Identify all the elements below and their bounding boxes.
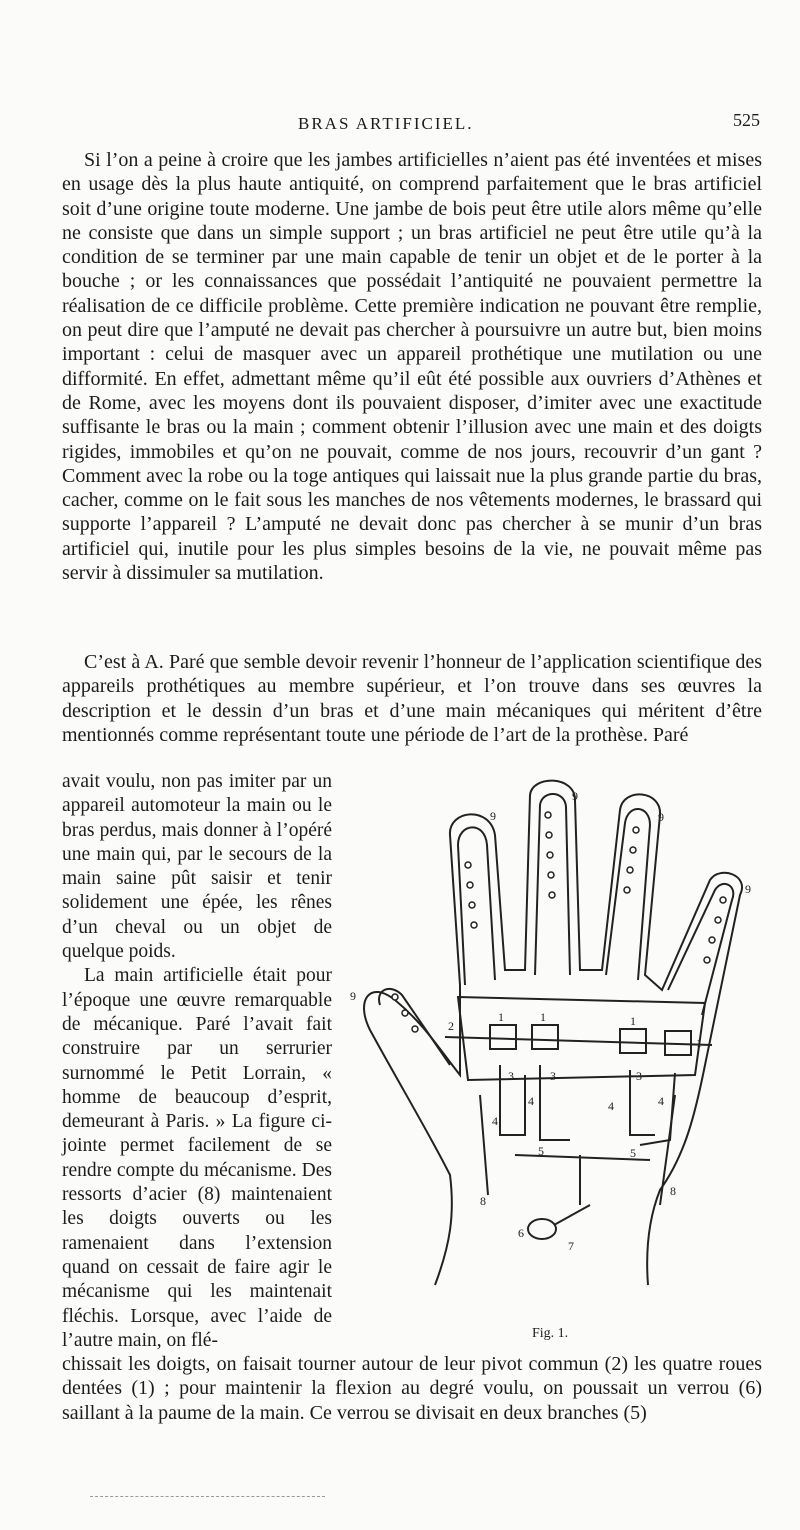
paragraph-2-start: C’est à A. Paré que semble devoir revenir l’honneur de l’application scientifique des appareils prothétiques au membre supérieur, et l’on trouve dans ses œuvres la description et le dessin d’un bras et d’une main mécaniques qui méritent d’être mentionnés comme représentant toute une période de l’art de la prothèse. Paré [62, 651, 762, 746]
label-1b: 1 [540, 1010, 546, 1024]
label-4a: 4 [528, 1094, 534, 1108]
label-1a: 1 [498, 1010, 504, 1024]
label-3b: 3 [550, 1069, 556, 1083]
label-3a: 3 [508, 1069, 514, 1083]
label-6: 6 [518, 1226, 524, 1240]
gear-wheel-1 [490, 1025, 516, 1049]
figure-caption: Fig. 1. [532, 1326, 569, 1341]
latch-shaft [554, 1205, 590, 1225]
spring-left [480, 1095, 488, 1195]
text-column-beside-figure [62, 770, 332, 1353]
latch-branches [515, 1155, 650, 1205]
running-header [60, 110, 760, 142]
label-4d: 4 [658, 1094, 664, 1108]
label-5a: 5 [538, 1144, 544, 1158]
label-2: 2 [448, 1019, 454, 1033]
common-pivot [445, 1037, 712, 1045]
page-number: 525 [733, 110, 760, 130]
label-1d: 1 [696, 1036, 702, 1050]
latch-knob [528, 1219, 556, 1239]
ring-finger [606, 809, 650, 980]
label-9-index: 9 [490, 809, 496, 823]
paragraph-3-start: La main artificielle était pour l’époque une œuvre remarquable de mécanique. Paré l’avait fait construire par un serrurier surnommé le Petit Lorrain, « homme de beaucoup d’esprit, demeurant à Paris. » La figure ci-jointe permet facilement de se rendre compte du mécanisme. Des ressorts d’acier (8) maintenaient les doigts ouverts ou les ramenaient dans l’extension quand on cessait de faire agir le mécanisme qui les maintenait fléchis. Lorsque, avec l’aide de l’autre main, on flé- [62, 965, 332, 1351]
label-3c: 3 [636, 1069, 642, 1083]
middle-finger [535, 794, 570, 975]
footer-rule [90, 1496, 325, 1497]
gear-wheel-2 [532, 1025, 558, 1049]
running-title: BRAS ARTIFICIEL. [298, 114, 474, 133]
label-9-little: 9 [745, 882, 751, 896]
paragraph-3-end: chissait les doigts, on faisait tourner autour de leur pivot commun (2) les quatre roues dentées (1) ; pour maintenir la flexion au degré voulu, on poussait un verrou (6) saillant à la paume de la main. Ce verrou se divisait en deux branches (5) [62, 1353, 762, 1424]
label-5b: 5 [630, 1146, 636, 1160]
label-4b: 4 [492, 1114, 498, 1128]
mechanical-hand-figure [340, 775, 770, 1335]
label-8a: 8 [480, 1194, 486, 1208]
label-9-thumb: 9 [350, 989, 356, 1003]
index-finger [458, 827, 495, 985]
label-8b: 8 [670, 1184, 676, 1198]
paragraph-1: Si l’on a peine à croire que les jambes artificielles n’aient pas été inventées et mises en usage dès la plus haute antiquité, on comprend parfaitement que le bras artificiel soit d’une origine toute moderne. Une jambe de bois peut être utile alors même qu’elle ne consiste que dans un simple support ; un bras artificiel ne peut être utile qu’à la condition de se terminer par une main capable de tenir un objet et de le porter à la bouche ; or les connaissances que possédait l’antiquité ne pouvaient permettre la réalisation de ce difficile problème. Cette première indication ne pouvant être remplie, on peut dire que l’amputé ne devait pas chercher à poursuivre un autre but, bien moins important : celui de masquer avec un appareil prothétique une mutilation ou une difformité. En effet, admettant même qu’il eût été possible aux ouvriers d’Athènes et de Rome, avec les moyens dont ils pouvaient disposer, d’imiter avec une exactitude suffisante le bras ou la main ; comment obtenir l’illusion avec une main et des doigts rigides, immobiles et qu’on ne pouvait, comme de nos jours, recouvrir d’un gant ? Comment avec la robe ou la toge antiques qui laissait nue la plus grande partie du bras, cacher, comme on le fait sous les manches de nos vêtements modernes, le brassard qui supporte l’appareil ? L’amputé ne devait donc pas chercher à se munir d’un bras artificiel qui, inutile pour les plus simples besoins de la vie, ne pouvait même pas servir à dissimuler sa mutilation. [62, 149, 762, 585]
pawl-right [630, 1070, 655, 1135]
paragraph-2-end: avait voulu, non pas imiter par un appareil automoteur la main ou le bras perdus, mais donner à l’opéré une main qui, par le secours de la main saine pût saisir et tenir solidement une épée, les rênes d’un cheval ou un objet de quelque poids. [62, 771, 332, 963]
label-4c: 4 [608, 1099, 614, 1113]
label-9-ring: 9 [658, 810, 664, 824]
gear-wheel-3 [620, 1029, 646, 1053]
label-9-middle: 9 [572, 789, 578, 803]
label-7: 7 [568, 1239, 574, 1253]
label-1c: 1 [630, 1014, 636, 1028]
